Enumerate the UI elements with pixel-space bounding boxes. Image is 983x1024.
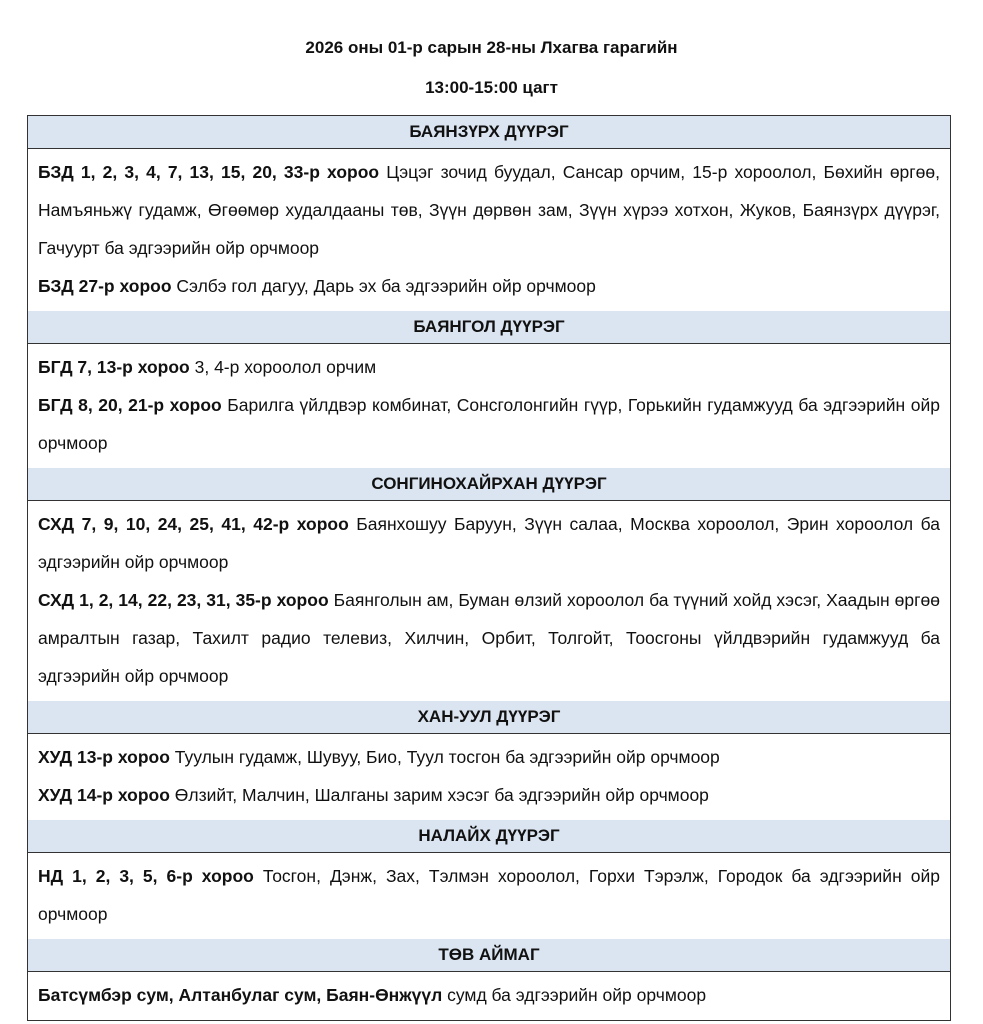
area-entry (38, 153, 940, 267)
district-body (28, 149, 950, 311)
district-section-nalaikh (28, 820, 950, 939)
area-entry (38, 386, 940, 462)
area-description: Цэцэг зочид буудал, Сансар орчим, 15-р хороолол, Бөхийн өргөө, Намъяньжү гудамж, Өгөөмөр худалдааны төв, Зүүн дөрвөн зам, Зүүн хүрээ хотхон, Жуков, Баянзүрх дүүрэг, Гачуурт ба эдгээрийн ойр орчмоор (38, 162, 940, 258)
district-section-songinokhairkhan (28, 468, 950, 701)
district-header: ХАН-УУЛ ДҮҮРЭГ (28, 701, 950, 734)
district-section-tuv-aimag (28, 939, 950, 1020)
district-header: СОНГИНОХАЙРХАН ДҮҮРЭГ (28, 468, 950, 501)
area-description: сумд ба эдгээрийн ойр орчмоор (442, 985, 707, 1005)
area-description: Баянхошуу Баруун, Зүүн салаа, Москва хороолол, Эрин хороолол ба эдгээрийн ойр орчмоор (38, 514, 940, 572)
district-header: БАЯНГОЛ ДҮҮРЭГ (28, 311, 950, 344)
khoroo-code: СХД 1, 2, 14, 22, 23, 31, 35-р хороо (38, 590, 329, 610)
area-description: Өлзийт, Малчин, Шалганы зарим хэсэг ба эдгээрийн ойр орчмоор (169, 785, 709, 805)
khoroo-code: БГД 7, 13-р хороо (38, 357, 190, 377)
district-body (28, 853, 950, 939)
area-entry (38, 738, 940, 776)
area-description: Баянголын ам, Буман өлзий хороолол ба түүний хойд хэсэг, Хаадын өргөө амралтын газар, Тахилт радио телевиз, Хилчин, Орбит, Толгойт, Тоосгоны үйлдвэрийн гудамжууд ба эдгээрийн ойр орчмоор (38, 590, 940, 686)
area-entry (38, 976, 940, 1014)
area-entry (38, 348, 940, 386)
khoroo-code: СХД 7, 9, 10, 24, 25, 41, 42-р хороо (38, 514, 349, 534)
district-section-bayangol (28, 311, 950, 468)
area-description: Тосгон, Дэнж, Зах, Тэлмэн хороолол, Горхи Тэрэлж, Городок ба эдгээрийн ойр орчмоор (38, 866, 940, 924)
khoroo-code: БЗД 1, 2, 3, 4, 7, 13, 15, 20, 33-р хороо (38, 162, 380, 182)
khoroo-code: ХУД 13-р хороо (38, 747, 170, 767)
area-description: 3, 4-р хороолол орчим (189, 357, 377, 377)
area-entry (38, 857, 940, 933)
outage-schedule-table (27, 115, 951, 1021)
district-header: НАЛАЙХ ДҮҮРЭГ (28, 820, 950, 853)
area-entry (38, 267, 940, 305)
khoroo-code: БЗД 27-р хороо (38, 276, 172, 296)
area-description: Сэлбэ гол дагуу, Дарь эх ба эдгээрийн ойр орчмоор (171, 276, 596, 296)
district-body (28, 501, 950, 701)
schedule-time-title: 13:00-15:00 цагт (425, 78, 558, 97)
district-section-khan-uul (28, 701, 950, 820)
district-section-bayanzurkh (28, 116, 950, 311)
area-description: Туулын гудамж, Шувуу, Био, Туул тосгон ба эдгээрийн ойр орчмоор (169, 747, 720, 767)
district-header: БАЯНЗҮРХ ДҮҮРЭГ (28, 116, 950, 149)
khoroo-code: БГД 8, 20, 21-р хороо (38, 395, 222, 415)
area-entry (38, 505, 940, 581)
district-body (28, 734, 950, 820)
district-body (28, 344, 950, 468)
khoroo-code: ХУД 14-р хороо (38, 785, 170, 805)
district-header: ТӨВ АЙМАГ (28, 939, 950, 972)
khoroo-code: НД 1, 2, 3, 5, 6-р хороо (38, 866, 254, 886)
area-entry (38, 581, 940, 695)
schedule-date-title: 2026 оны 01-р сарын 28-ны Лхагва гарагийн (305, 38, 678, 57)
khoroo-code: Батсүмбэр сум, Алтанбулаг сум, Баян-Өнжүүл (38, 985, 443, 1005)
area-description: Барилга үйлдвэр комбинат, Сонсголонгийн гүүр, Горькийн гудамжууд ба эдгээрийн ойр орчмоор (38, 395, 940, 453)
area-entry (38, 776, 940, 814)
district-body (28, 972, 950, 1020)
